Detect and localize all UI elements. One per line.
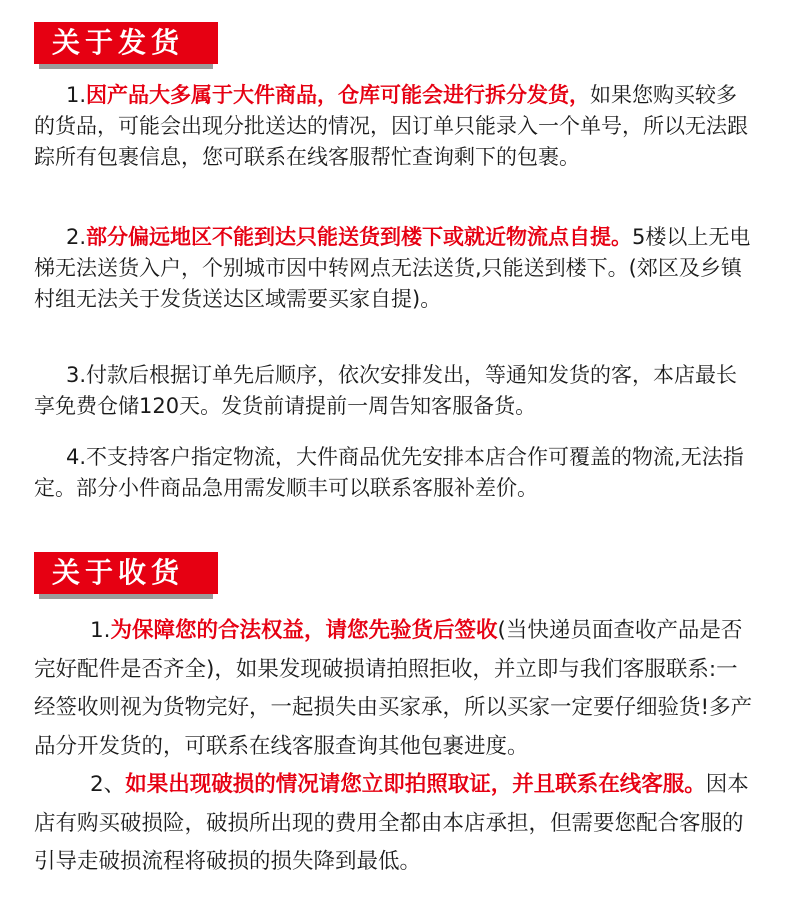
shipping-section-title: 关于发货 [34, 22, 208, 64]
receiving-item-1 [34, 612, 758, 766]
shipping-item-1 [34, 80, 758, 173]
item-number: 2. [66, 225, 87, 249]
receiving-section [34, 612, 758, 882]
shipping-section [34, 80, 758, 173]
shipping-item-4-block [34, 442, 758, 504]
receiving-section-title: 关于收货 [34, 552, 208, 594]
item-text: 付款后根据订单先后顺序，依次安排发出，等通知发货的客，本店最长享免费仓储120天。发货前请提前一周告知客服备货。 [34, 363, 738, 418]
item-text: 如果您购买较多的货品，可能会出现分批送达的情况，因订单只能录入一个单号，所以无法跟踪所有包裹信息，您可联系在线客服帮忙查询剩下的包裹。 [34, 83, 748, 169]
item-text: 5楼以上无电梯无法送货入户，个别城市因中转网点无法送货,只能送到楼下。(郊区及乡镇村组无法关于发货送达区域需要买家自提)。 [34, 225, 751, 311]
shipping-item-3 [34, 360, 758, 422]
item-number: 1. [90, 618, 111, 643]
shipping-item-2-block [34, 222, 758, 315]
item-text: (当快递员面查收产品是否完好配件是否齐全)，如果发现破损请拍照拒收，并立即与我们客服联系:一经签收则视为货物完好，一起损失由买家承，所以买家一定要仔细验货!多产品分开发货的，可联系在线客服查询其他包裹进度。 [34, 618, 753, 759]
shipping-item-2 [34, 222, 758, 315]
item-highlight: 如果出现破损的情况请您立即拍照取证，并且联系在线客服。 [125, 772, 706, 797]
item-text: 因本店有购买破损险，破损所出现的费用全都由本店承担，但需要您配合客服的引导走破损流程将破损的损失降到最低。 [34, 772, 749, 874]
item-highlight: 因产品大多属于大件商品，仓库可能会进行拆分发货， [86, 83, 591, 107]
item-text: 不支持客户指定物流，大件商品优先安排本店合作可覆盖的物流,无法指定。部分小件商品急用需发顺丰可以联系客服补差价。 [34, 445, 744, 500]
item-highlight: 为保障您的合法权益，请您先验货后签收 [110, 618, 498, 643]
item-number: 4. [66, 445, 87, 469]
shipping-item-4 [34, 442, 758, 504]
receiving-item-2 [34, 766, 758, 882]
item-highlight: 部分偏远地区不能到达只能送货到楼下或就近物流点自提。 [86, 225, 633, 249]
item-number: 3. [66, 363, 87, 387]
item-number: 2、 [90, 772, 126, 797]
item-number: 1. [66, 83, 87, 107]
shipping-item-3-block [34, 360, 758, 422]
